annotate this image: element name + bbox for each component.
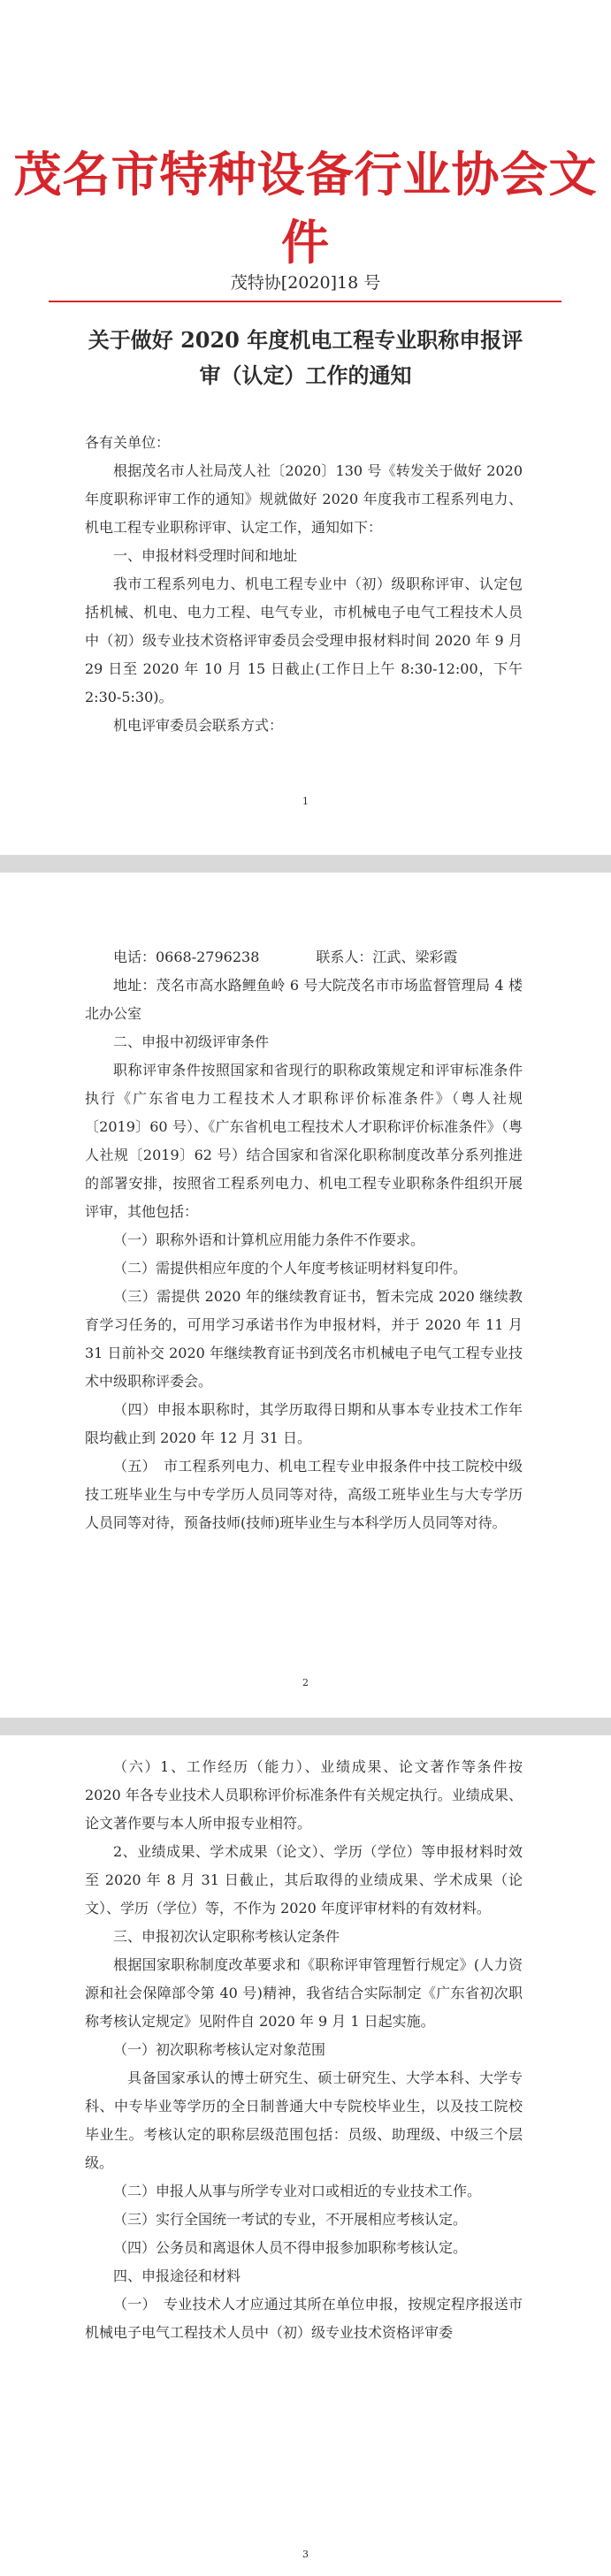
page-number: 1	[302, 796, 309, 807]
paragraph: 职称评审条件按照国家和省现行的职称政策规定和评审标准条件执行《广东省电力工程技术人才职称评价标准条件》（粤人社规〔2019〕60 号）、《广东省机电工程技术人才职称评价标准条件》（粤人社规〔2019〕62 号）结合国家和省深化职称制度改革分系列推进的部署安排，按照省工程系列电力、机电工程专业职称条件组织开展评审，其他包括：	[85, 1062, 523, 1220]
document-number: 茂特协[2020]18 号	[230, 273, 381, 293]
list-item: （四）申报本职称时，其学历取得日期和从事本专业技术工作年限均截止到 2020 年 12 月 31 日。	[85, 1401, 523, 1446]
page-1-body	[85, 429, 523, 740]
title-line-2: 审（认定）工作的通知	[199, 362, 412, 388]
list-item: （六）1、工作经历（能力）、业绩成果、论文著作等条件按 2020 年各专业技术人员职称评价标准条件有关规定执行。业绩成果、论文著作要与本人所申报专业相符。	[85, 1758, 523, 1832]
paragraph: 根据国家职称制度改革要求和《职称评审管理暂行规定》(人力资源和社会保障部令第 40 号)精神，我省结合实际制定《广东省初次职称考核认定规定》见附件自 2020 年 9 月 1 日起实施。	[85, 1956, 523, 2030]
paragraph: 具备国家承认的博士研究生、硕士研究生、大学本科、大学专科、中专毕业等学历的全日制普通大中专院校毕业生，以及技工院校毕业生。考核认定的职称层级范围包括：员级、助理级、中级三个层级。	[85, 2069, 523, 2171]
document-title	[62, 323, 549, 393]
list-item: （四）公务员和离退休人员不得申报参加职称考核认定。	[113, 2239, 468, 2256]
section-heading: 二、申报中初级评审条件	[113, 1033, 270, 1050]
title-line-1: 关于做好 2020 年度机电工程专业职称申报评	[88, 327, 523, 353]
list-item: （三）实行全国统一考试的专业，不开展相应考核认定。	[113, 2211, 468, 2228]
sub-heading: （一）初次职称考核认定对象范围	[113, 2041, 326, 2058]
list-item: （二）申报人从事与所学专业对口或相近的专业技术工作。	[113, 2183, 482, 2199]
page-number: 3	[302, 2549, 309, 2560]
section-heading: 四、申报途径和材料	[113, 2267, 241, 2284]
red-divider-line	[49, 301, 561, 302]
letterhead-title: 茂名市特种设备行业协会文件	[13, 146, 598, 271]
list-item: （一）职称外语和计算机应用能力条件不作要求。	[113, 1231, 425, 1248]
page-gap	[0, 1718, 611, 1735]
list-item: 2、业绩成果、学术成果（论文）、学历（学位）等申报材料时效至 2020 年 8 月 31 日截止，其后取得的业绩成果、学术成果（论文）、学历（学位）等，不作为 2020 年度评审材料的有效材料。	[85, 1843, 523, 1917]
page-2	[0, 873, 611, 1718]
page-3-body	[85, 1753, 523, 2347]
paragraph: 根据茂名市人社局茂人社〔2020〕130 号《转发关于做好 2020 年度职称评审工作的通知》规就做好 2020 年度我市工程系列电力、机电工程专业职称评审、认定工作，通知如下：	[85, 462, 523, 536]
list-item: （五） 市工程系列电力、机电工程专业申报条件中技工院校中级技工班毕业生与中专学历人员同等对待，高级工班毕业生与大专学历人员同等对待，预备技师(技师)班毕业生与本科学历人员同等对待。	[85, 1458, 523, 1531]
page-gap	[0, 855, 611, 873]
paragraph: 我市工程系列电力、机电工程专业中（初）级职称评审、认定包括机械、机电、电力工程、电气专业，市机械电子电气工程技术人员中（初）级专业技术资格评审委员会受理申报材料时间 2020 年 9 月 29 日至 2020 年 10 月 15 日截止(工作日上午 8:30-12:00，下午 2:30-5:30)。	[85, 575, 523, 705]
section-heading: 一、申报材料受理时间和地址	[113, 547, 298, 564]
contact-address: 地址：茂名市高水路鲤鱼岭 6 号大院茂名市市场监督管理局 4 楼北办公室	[85, 977, 523, 1022]
contact-phone: 电话：0668-2796238 联系人：江武、梁彩霞	[113, 949, 458, 965]
page-1	[0, 0, 611, 855]
page-number: 2	[302, 1677, 309, 1688]
section-heading: 三、申报初次认定职称考核认定条件	[113, 1928, 340, 1945]
list-item: （三）需提供 2020 年的继续教育证书，暂未完成 2020 继续教育学习任务的，可用学习承诺书作为申报材料，并于 2020 年 11 月 31 日前补交 2020 年继续教育证书到茂名市机械电子电气工程专业技术中级职称评委会。	[85, 1288, 523, 1390]
page-2-body	[85, 943, 523, 1537]
salutation: 各有关单位：	[85, 434, 171, 451]
paragraph: 机电评审委员会联系方式：	[113, 717, 284, 734]
page-3	[0, 1735, 611, 2576]
list-item: （二）需提供相应年度的个人年度考核证明材料复印件。	[113, 1260, 468, 1277]
list-item: （一） 专业技术人才应通过其所在单位申报，按规定程序报送市机械电子电气工程技术人员中（初）级专业技术资格评审委	[85, 2296, 523, 2341]
